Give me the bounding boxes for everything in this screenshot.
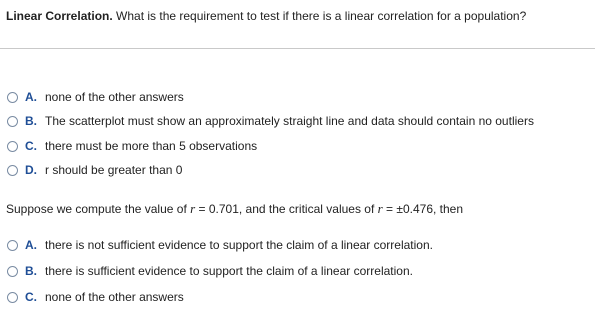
question-1-header xyxy=(6,9,589,23)
stem-text: = ±0.476, then xyxy=(382,202,464,216)
option-text: there is sufficient evidence to support the claim of a linear correlation. xyxy=(45,264,413,278)
option-q2-a[interactable] xyxy=(7,237,433,253)
option-text: none of the other answers xyxy=(45,290,184,304)
question-2-stem xyxy=(6,201,463,217)
option-text: there must be more than 5 observations xyxy=(45,139,258,153)
option-letter: C. xyxy=(25,290,37,304)
option-q2-b[interactable] xyxy=(7,263,413,279)
option-q2-c[interactable] xyxy=(7,289,184,305)
radio-button-icon[interactable] xyxy=(7,116,18,127)
question-prompt: What is the requirement to test if there is a linear correlation for a population? xyxy=(112,9,527,23)
radio-button-icon[interactable] xyxy=(7,92,18,103)
radio-button-icon[interactable] xyxy=(7,165,18,176)
option-letter: D. xyxy=(25,163,37,177)
option-letter: B. xyxy=(25,264,37,278)
r-variable: r xyxy=(190,201,196,216)
option-q1-b[interactable] xyxy=(7,113,534,129)
option-q1-a[interactable] xyxy=(7,89,184,105)
option-letter: B. xyxy=(25,114,37,128)
option-letter: A. xyxy=(25,238,37,252)
radio-button-icon[interactable] xyxy=(7,292,18,303)
option-q1-d[interactable] xyxy=(7,162,182,178)
divider xyxy=(0,48,595,49)
radio-button-icon[interactable] xyxy=(7,240,18,251)
option-text: there is not sufficient evidence to support the claim of a linear correlation. xyxy=(45,238,433,252)
r-variable: r xyxy=(377,201,383,216)
radio-button-icon[interactable] xyxy=(7,141,18,152)
option-letter: C. xyxy=(25,139,37,153)
option-text: none of the other answers xyxy=(45,90,184,104)
stem-text: Suppose we compute the value of xyxy=(6,202,191,216)
radio-button-icon[interactable] xyxy=(7,266,18,277)
stem-text: = 0.701, and the critical values of xyxy=(195,202,378,216)
option-letter: A. xyxy=(25,90,37,104)
option-text: r should be greater than 0 xyxy=(45,163,183,177)
option-text: The scatterplot must show an approximately straight line and data should contain no outliers xyxy=(45,114,534,128)
question-title: Linear Correlation. xyxy=(6,9,113,23)
option-q1-c[interactable] xyxy=(7,138,257,154)
